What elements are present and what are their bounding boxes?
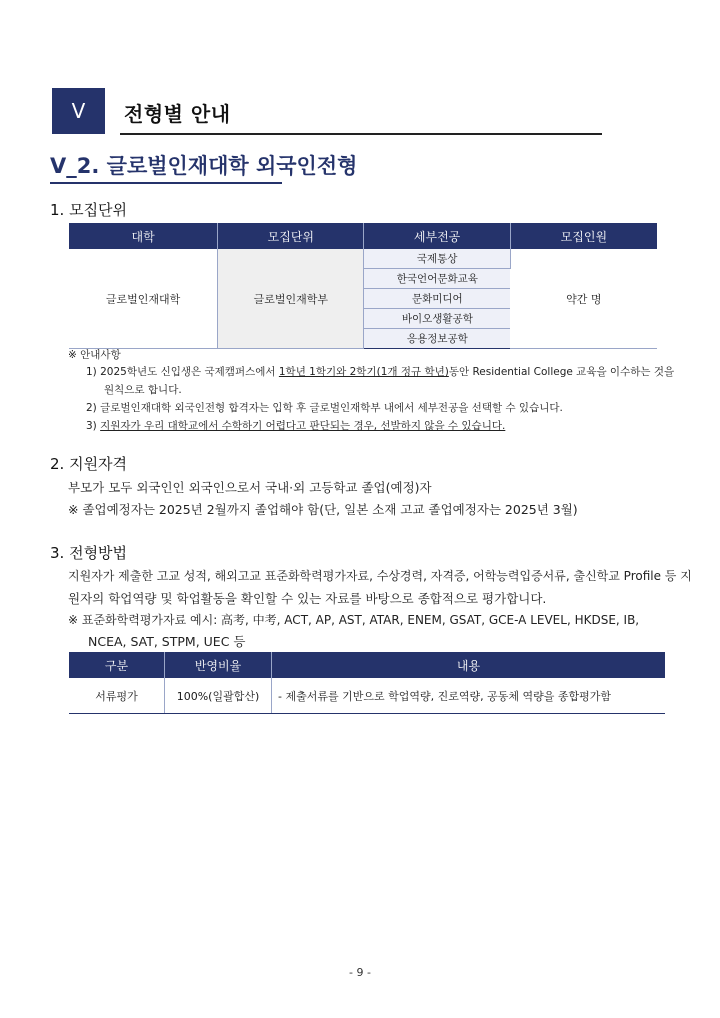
- notes-title: ※ 안내사항: [68, 349, 121, 361]
- eval-ratio-cell: 100%(일괄합산): [165, 678, 272, 714]
- table-header-row: [69, 223, 657, 249]
- note-underlined: 지원자가 우리 대학교에서 수학하기 어렵다고 판단되는 경우, 선발하지 않을 수 있습니다.: [100, 420, 506, 432]
- unit-cell: 글로벌인재학부: [218, 249, 364, 349]
- major-cell: 응용정보공학: [364, 329, 510, 349]
- eval-content-cell: - 제출서류를 기반으로 학업역량, 진로역량, 공동체 역량을 종합평가함: [272, 678, 666, 714]
- quota-cell: 약간 명: [510, 249, 657, 349]
- method-example: NCEA, SAT, STPM, UEC 등: [88, 634, 246, 649]
- table-header-row: [69, 652, 665, 678]
- section-title: V_2. 글로벌인재대학 외국인전형: [50, 154, 358, 178]
- note-number: 2): [86, 402, 97, 414]
- note-text: 2025학년도 신입생은 국제캠퍼스에서: [100, 366, 279, 378]
- chapter-divider: [120, 133, 602, 135]
- note-underlined: 1학년 1학기와 2학기(1개 정규 학년): [278, 366, 449, 378]
- note-number: 3): [86, 420, 97, 432]
- recruit-unit-table: [69, 223, 657, 349]
- col-header: 구분: [69, 652, 165, 678]
- col-header: 내용: [456, 658, 481, 673]
- note-text: 글로벌인재대학 외국인전형 합격자는 입학 후 글로벌인재학부 내에서 세부전공을 선택할 수 있습니다.: [100, 402, 563, 414]
- col-header: 모집인원: [560, 229, 608, 244]
- heading-recruit-unit: 1. 모집단위: [50, 201, 128, 219]
- major-cell: 한국언어문화교육: [364, 269, 510, 289]
- college-cell: 글로벌인재대학: [69, 249, 218, 349]
- eval-type-cell: 서류평가: [69, 678, 165, 714]
- heading-eligibility: 2. 지원자격: [50, 455, 128, 473]
- method-paragraph: 지원자가 제출한 고교 성적, 해외고교 표준화학력평가자료, 수상경력, 자격증, 어학능력입증서류, 출신학교 Profile 등 지: [68, 569, 692, 583]
- note-item: [86, 364, 676, 379]
- col-header: 반영비율: [165, 652, 272, 678]
- chapter-number-box: V: [52, 88, 105, 134]
- eligibility-note: ※ 졸업예정자는 2025년 2월까지 졸업해야 함(단, 일본 소재 고교 졸업예정자는 2025년 3월): [68, 502, 578, 517]
- major-cell: 바이오생활공학: [364, 309, 510, 329]
- note-text: 동안 Residential College 교육을 이수하는 것을: [448, 366, 675, 378]
- method-example: ※ 표준화학력평가자료 예시: 高考, 中考, ACT, AP, AST, ATAR, ENEM, GSAT, GCE-A LEVEL, HKDSE, IB,: [68, 613, 640, 627]
- note-item: [86, 400, 563, 415]
- col-header: 모집단위: [218, 223, 364, 249]
- col-header: 대학: [69, 223, 218, 249]
- chapter-title: 전형별 안내: [124, 102, 231, 126]
- col-header: 세부전공: [364, 223, 510, 249]
- table-row: [69, 678, 665, 714]
- heading-method: 3. 전형방법: [50, 544, 128, 562]
- method-paragraph: 원자의 학업역량 및 학업활동을 확인할 수 있는 자료를 바탕으로 종합적으로 평가합니다.: [68, 591, 547, 606]
- note-continuation: 원칙으로 합니다.: [104, 384, 182, 396]
- section-underline: [50, 182, 282, 184]
- page-number: - 9 -: [349, 966, 371, 979]
- table-row: [69, 249, 657, 269]
- eligibility-line: 부모가 모두 외국인인 외국인으로서 국내·외 고등학교 졸업(예정)자: [68, 480, 432, 495]
- major-cell: 국제통상: [364, 249, 510, 269]
- note-number: 1): [86, 366, 97, 378]
- note-item: [86, 418, 505, 433]
- major-cell: 문화미디어: [364, 289, 510, 309]
- evaluation-table: [69, 652, 665, 714]
